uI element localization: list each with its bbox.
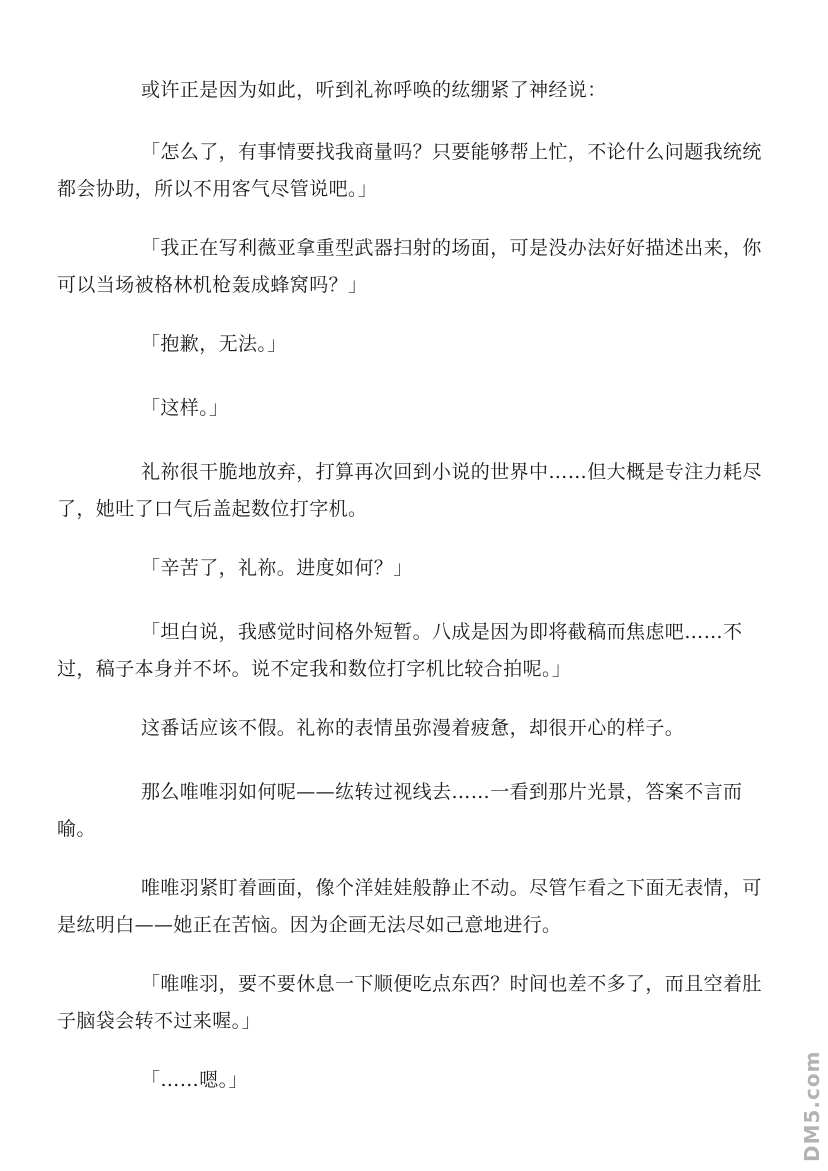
paragraph-2: 「怎么了，有事情要找我商量吗？只要能够帮上忙，不论什么问题我统统都会协助，所以不用客气尽管说吧。」 [57, 141, 762, 200]
paragraph-8: 「坦白说，我感觉时间格外短暂。八成是因为即将截稿而焦虑吧……不过，稿子本身并不坏。说不定我和数位打字机比较合拍呢。」 [57, 621, 743, 680]
watermark-logo: DM5.com [800, 1050, 824, 1162]
paragraph-13: 「……嗯。」 [141, 1069, 248, 1091]
paragraph-12: 「唯唯羽，要不要休息一下顺便吃点东西？时间也差不多了，而且空着肚子脑袋会转不过来喔。」 [57, 973, 762, 1032]
paragraph-11: 唯唯羽紧盯着画面，像个洋娃娃般静止不动。尽管乍看之下面无表情，可是纮明白——她正在苦恼。因为企画无法尽如己意地进行。 [57, 877, 762, 936]
paragraph-3: 「我正在写利薇亚拿重型武器扫射的场面，可是没办法好好描述出来，你可以当场被格林机枪轰成蜂窝吗？」 [57, 237, 762, 296]
paragraph-1: 或许正是因为如此，听到礼祢呼唤的纮绷紧了神经说： [141, 79, 607, 101]
paragraph-5: 「这样。」 [141, 397, 229, 419]
paragraph-9: 这番话应该不假。礼祢的表情虽弥漫着疲惫，却很开心的样子。 [141, 717, 685, 739]
paragraph-6: 礼祢很干脆地放弃，打算再次回到小说的世界中……但大概是专注力耗尽了，她吐了口气后盖起数位打字机。 [57, 461, 762, 520]
paragraph-7: 「辛苦了，礼祢。进度如何？」 [141, 557, 413, 579]
paragraph-4: 「抱歉，无法。」 [141, 333, 287, 355]
paragraph-10: 那么唯唯羽如何呢——纮转过视线去……一看到那片光景，答案不言而喻。 [57, 781, 743, 840]
